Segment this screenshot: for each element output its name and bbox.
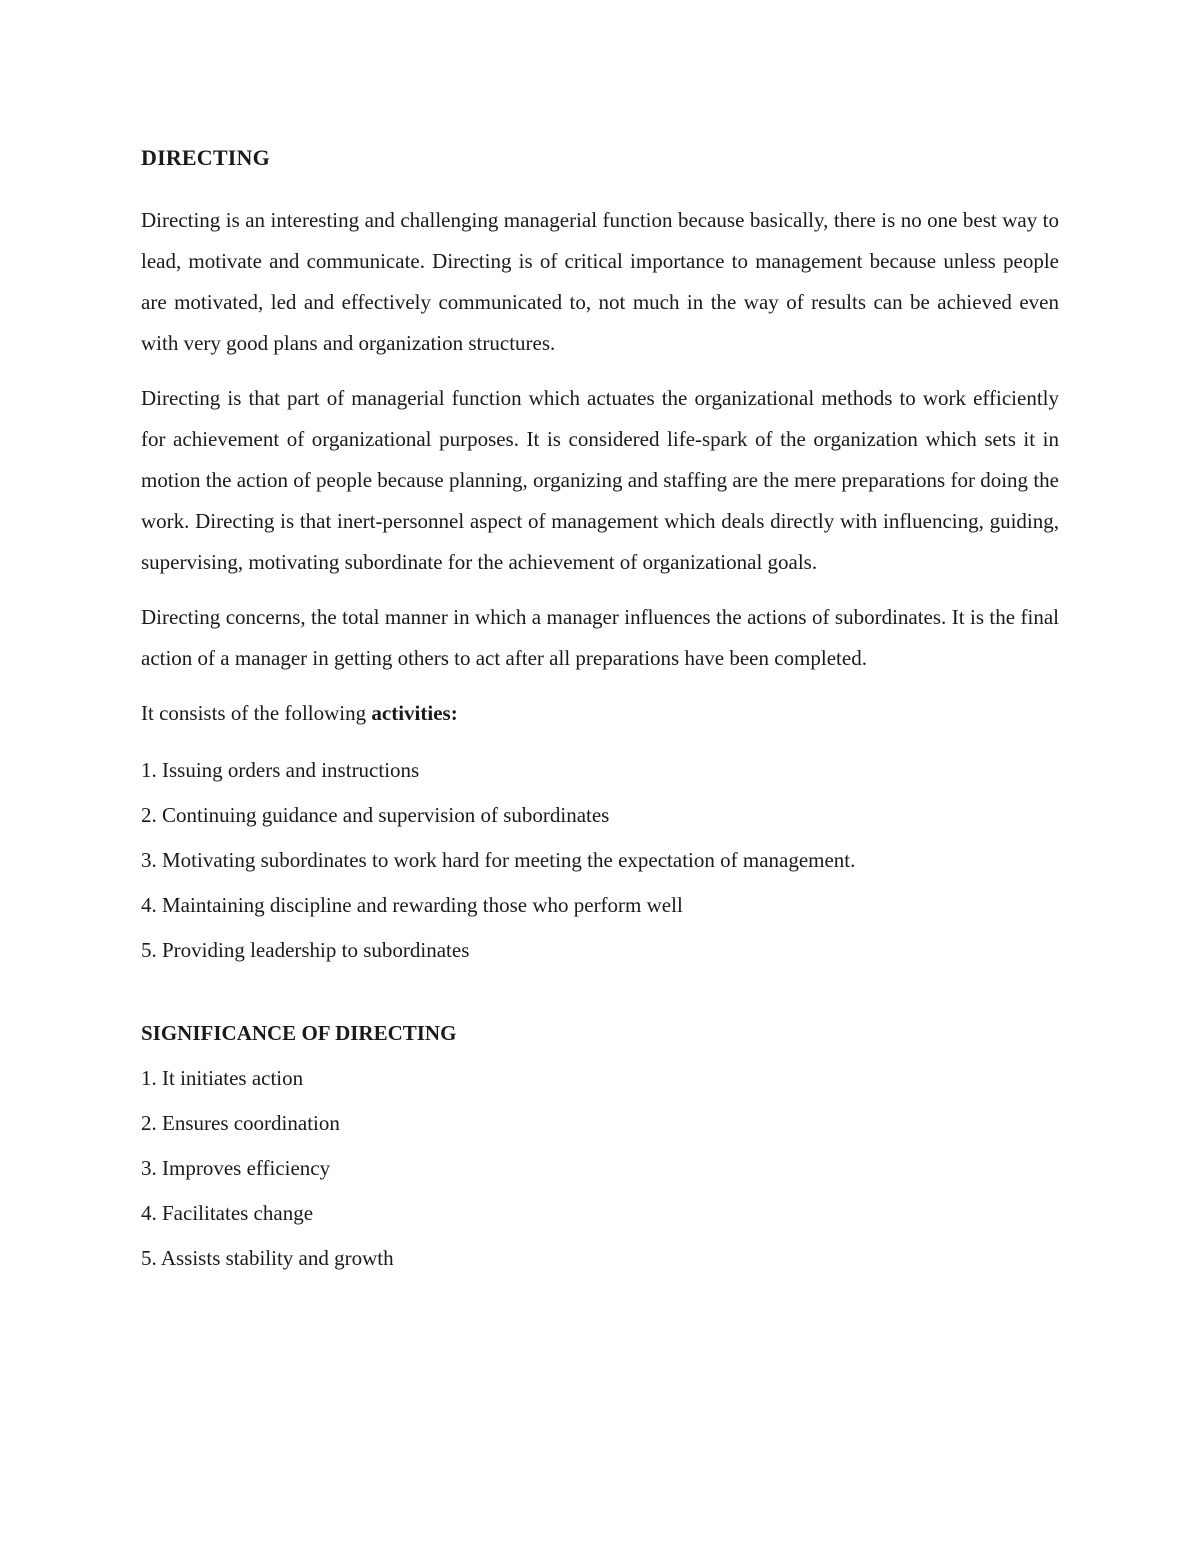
list-item: 3. Motivating subordinates to work hard for meeting the expectation of management.	[141, 848, 856, 872]
list-item: 4. Maintaining discipline and rewarding those who perform well	[141, 893, 683, 917]
activities-intro-text: It consists of the following	[141, 701, 372, 725]
significance-section	[141, 1013, 1059, 1281]
activities-list	[141, 748, 1059, 973]
list-item: 1. Issuing orders and instructions	[141, 758, 420, 782]
document-page	[141, 138, 1059, 1281]
list-item: 2. Continuing guidance and supervision of subordinates	[141, 803, 610, 827]
list-item: 3. Improves efficiency	[141, 1156, 331, 1180]
significance-list	[141, 1056, 1059, 1281]
list-item: 1. It initiates action	[141, 1066, 304, 1090]
paragraph-intro: Directing is an interesting and challenging managerial function because basically, there is no one best way to lead, motivate and communicate. Directing is of critical importance to management because unless people are motivated, led and effectively communicated to, not much in the way of results can be achieved even with very good plans and organization structures.	[141, 208, 1059, 355]
activities-intro-bold: activities:	[371, 701, 458, 725]
list-item: 2. Ensures coordination	[141, 1111, 340, 1135]
activities-intro	[141, 693, 1059, 734]
list-item: 5. Assists stability and growth	[141, 1246, 394, 1270]
list-item: 4. Facilitates change	[141, 1201, 314, 1225]
list-item: 5. Providing leadership to subordinates	[141, 938, 470, 962]
paragraph-definition: Directing is that part of managerial function which actuates the organizational methods to work efficiently for achievement of organizational purposes. It is considered life-spark of the organization which sets it in motion the action of people because planning, organizing and staffing are the mere preparations for doing the work. Directing is that inert-personnel aspect of management which deals directly with influencing, guiding, supervising, motivating subordinate for the achievement of organizational goals.	[141, 386, 1059, 574]
section-heading: SIGNIFICANCE OF DIRECTING	[141, 1021, 457, 1045]
paragraph-concerns: Directing concerns, the total manner in which a manager influences the actions of subordinates. It is the final action of a manager in getting others to act after all preparations have been completed.	[141, 605, 1059, 670]
page-title: DIRECTING	[141, 145, 270, 170]
